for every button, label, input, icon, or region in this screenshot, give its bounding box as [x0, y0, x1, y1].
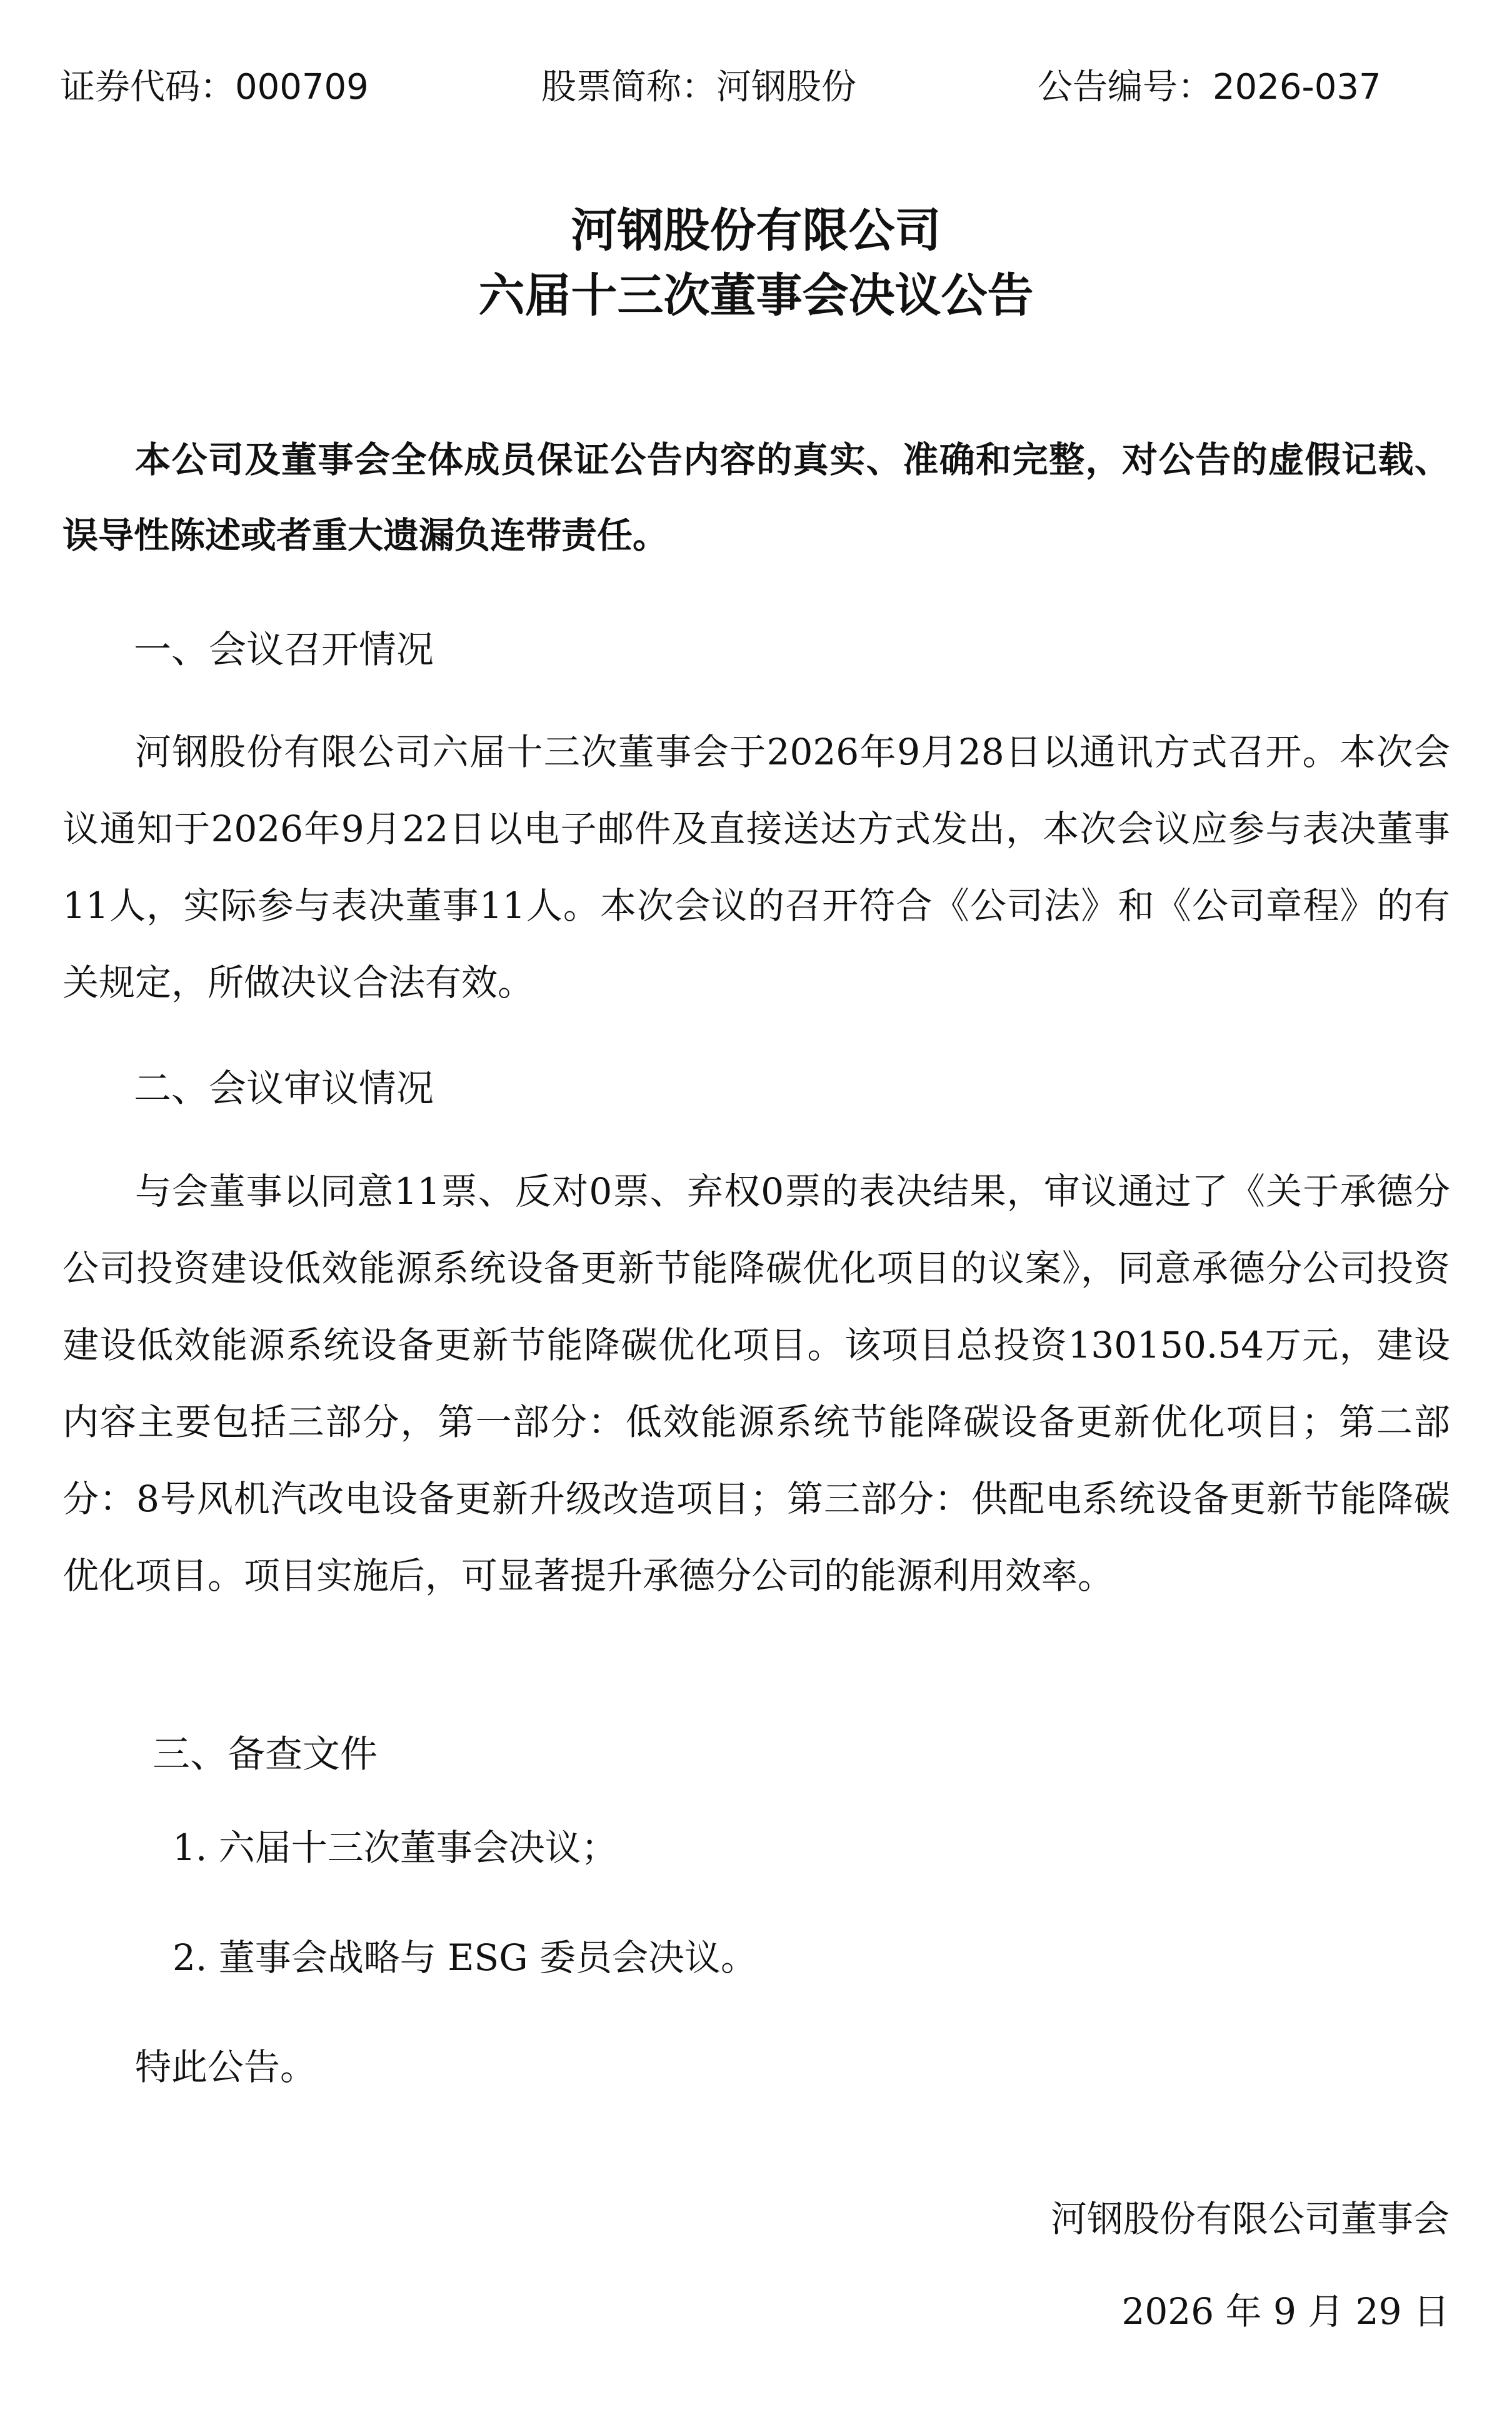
reference-document-item: 1. 六届十三次董事会决议；	[173, 1826, 618, 1869]
closing-remark: 特此公告。	[135, 2046, 317, 2088]
signature-date: 2026 年 9 月 29 日	[1121, 2290, 1449, 2333]
security-code: 证券代码：000709	[60, 67, 369, 108]
announcement-number: 公告编号：2026-037	[1038, 67, 1381, 108]
stock-name: 股票简称：河钢股份	[541, 67, 856, 108]
responsibility-statement: 本公司及董事会全体成员保证公告内容的真实、准确和完整，对公告的虚假记载、误导性陈述或者重大遗漏负连带责任。	[63, 439, 1450, 556]
signature-organization: 河钢股份有限公司董事会	[1050, 2198, 1449, 2240]
section-heading-reference-documents: 三、备查文件	[153, 1733, 378, 1776]
section-heading-meeting-convening: 一、会议召开情况	[134, 628, 434, 672]
section-heading-deliberation: 二、会议审议情况	[134, 1067, 434, 1111]
section-body-deliberation: 与会董事以同意11票、反对0票、弃权0票的表决结果，审议通过了《关于承德分公司投资建设低效能源系统设备更新节能降碳优化项目的议案》，同意承德分公司投资建设低效能源系统设备更新节能降碳优化项目。该项目总投资130150.54万元，建设内容主要包括三部分，第一部分：低效能源系统节能降碳设备更新优化项目；第二部分：8号风机汽改电设备更新升级改造项目；第三部分：供配电系统设备更新节能降碳优化项目。项目实施后，可显著提升承德分公司的能源利用效率。	[63, 1170, 1450, 1597]
section-body-meeting-convening: 河钢股份有限公司六届十三次董事会于2026年9月28日以通讯方式召开。本次会议通知于2026年9月22日以电子邮件及直接送达方式发出，本次会议应参与表决董事11人，实际参与表决董事11人。本次会议的召开符合《公司法》和《公司章程》的有关规定，所做决议合法有效。	[63, 731, 1450, 1004]
document-header	[0, 63, 1512, 113]
company-title: 河钢股份有限公司	[571, 204, 941, 258]
reference-document-item: 2. 董事会战略与 ESG 委员会决议。	[173, 1936, 758, 1979]
announcement-title: 六届十三次董事会决议公告	[478, 269, 1034, 323]
